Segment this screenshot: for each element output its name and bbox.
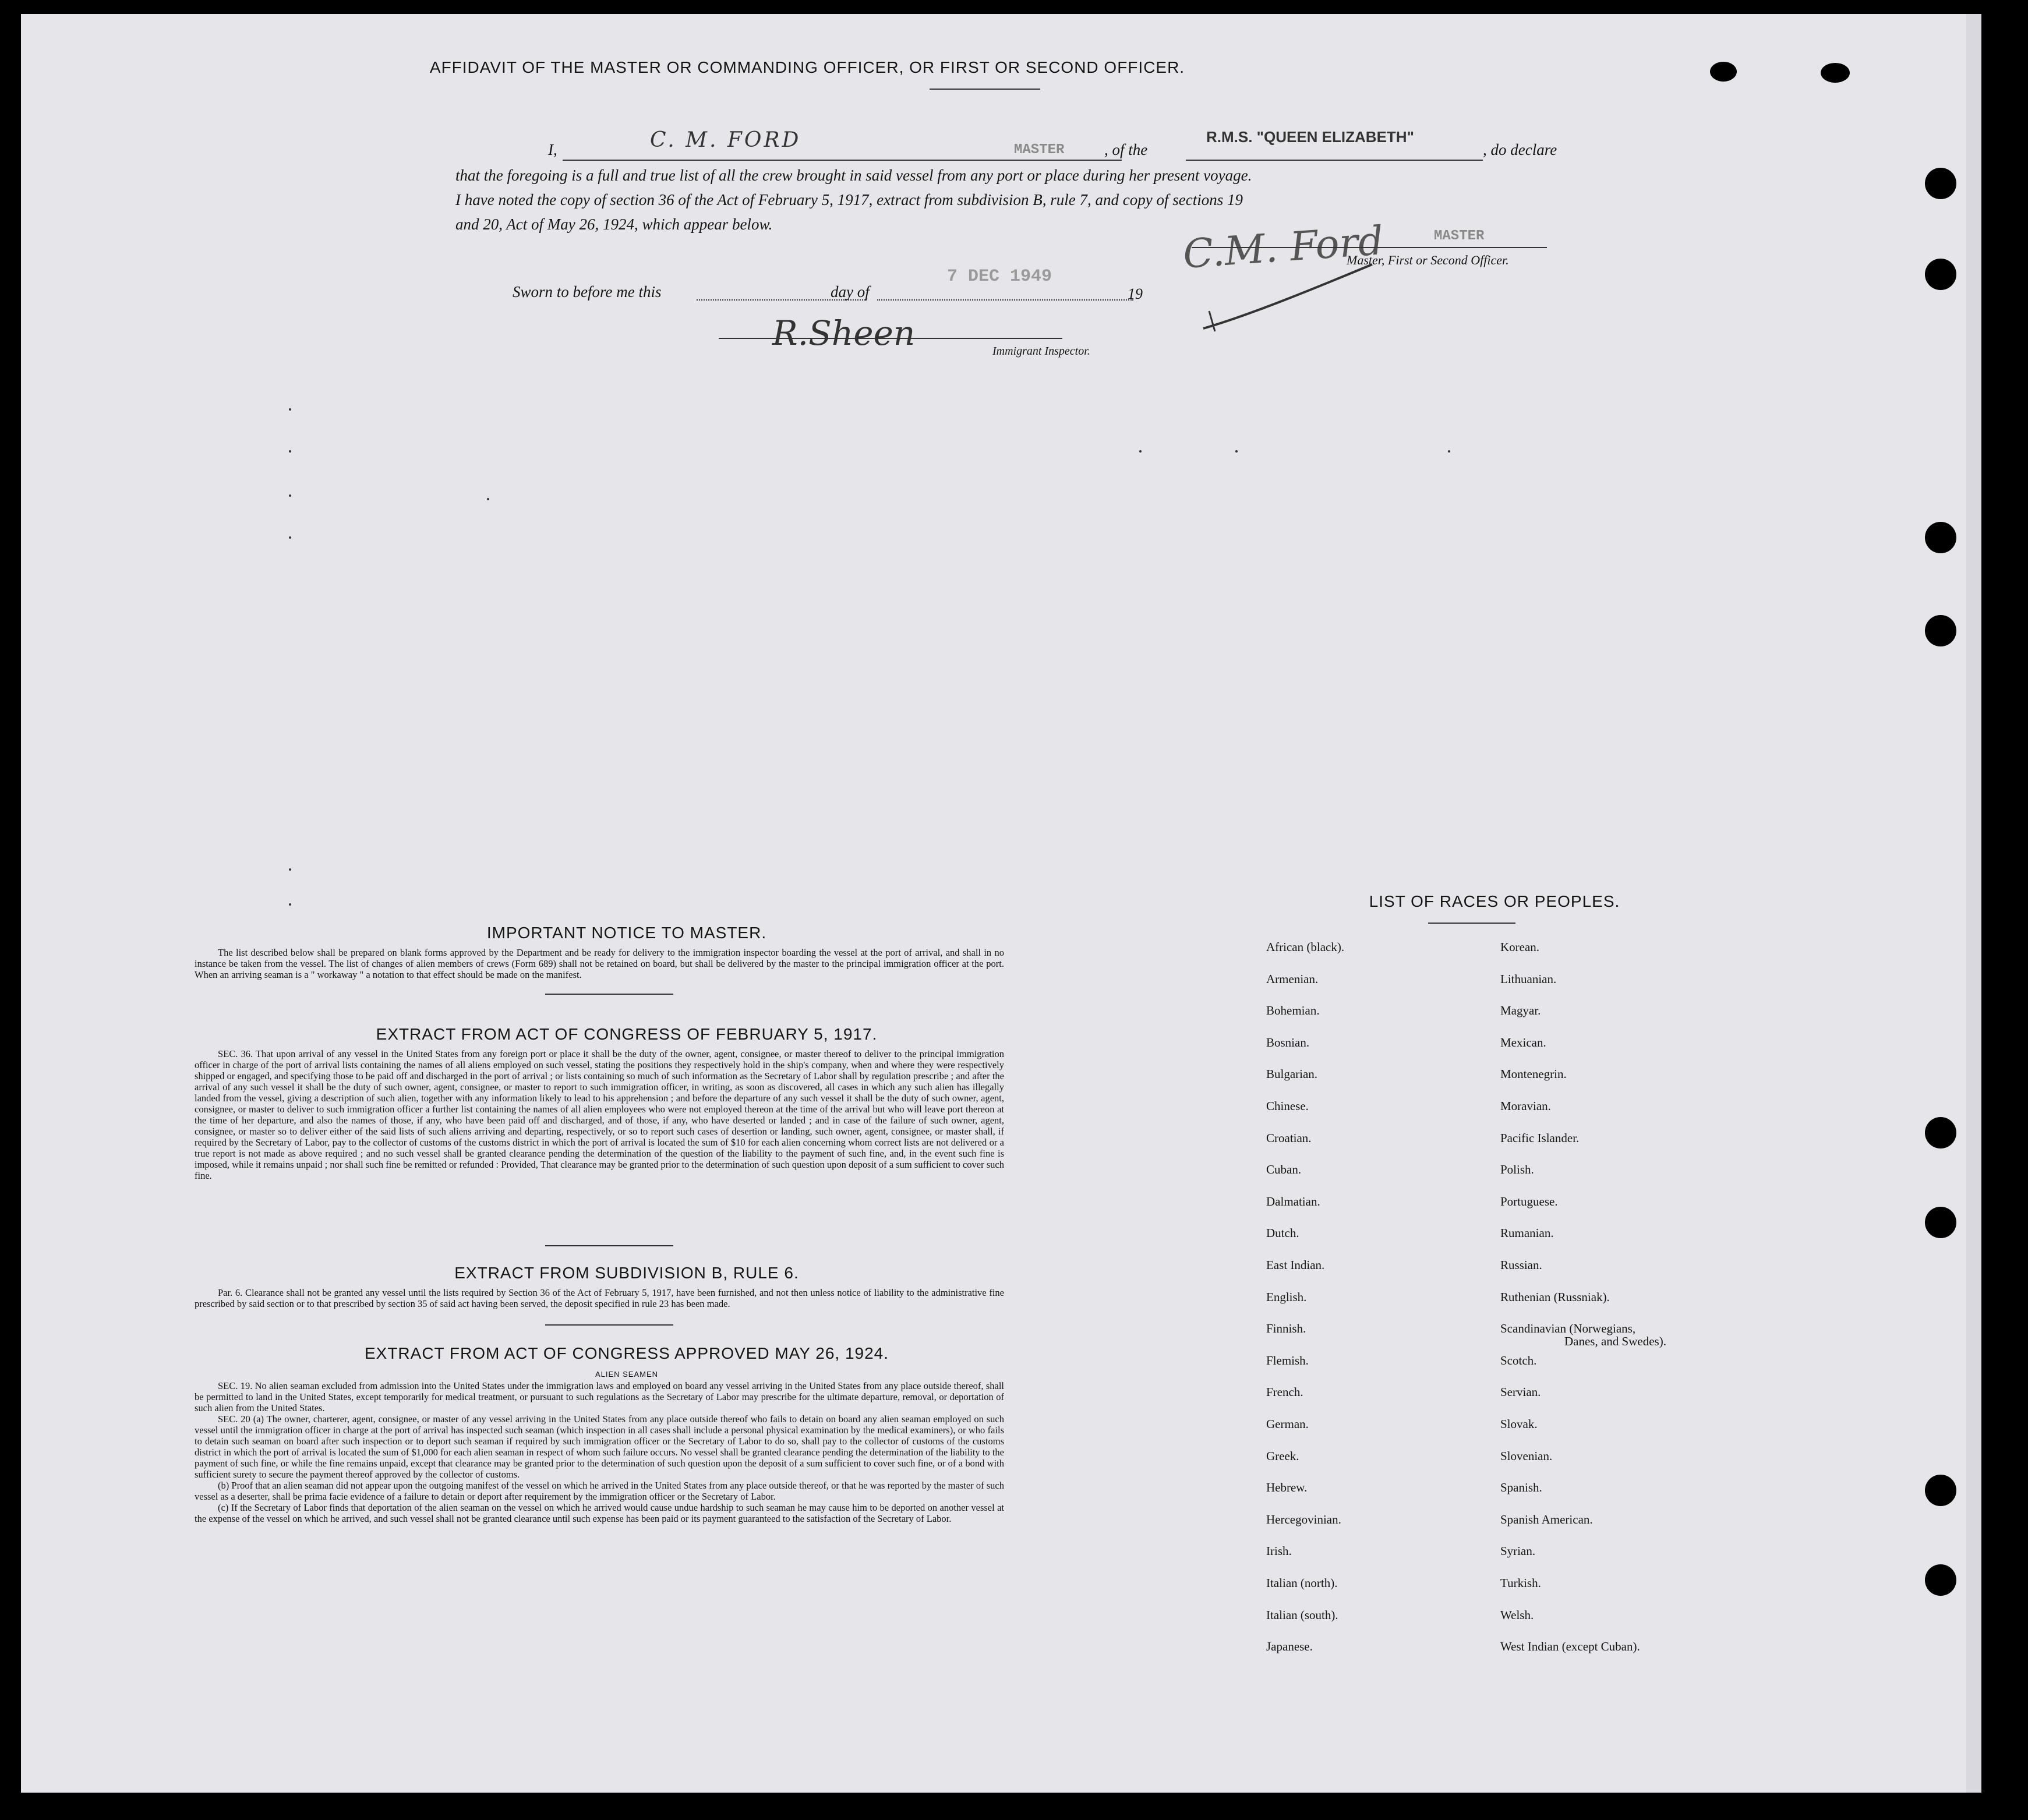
stray-mark	[289, 903, 291, 906]
declarant-name: C. M. FORD	[650, 128, 801, 152]
signature-rank-stamp: MASTER	[1434, 228, 1485, 244]
extract-rule6-title: EXTRACT FROM SUBDIVISION B, RULE 6.	[454, 1264, 799, 1282]
extract-rule6-body: Par. 6. Clearance shall not be granted any vessel until the lists required by Section 36 of the Act of February 5, 1917, have been furnished, and not then unless notice of liability to the administrative fine prescribed by said section or to that prescribed by section 35 of said act having been served, the deposit specified in rule 23 has been made.	[195, 1287, 1004, 1309]
race-item: West Indian (except Cuban).	[1500, 1639, 1640, 1654]
divider	[545, 1324, 673, 1326]
stray-mark	[289, 494, 291, 497]
stray-mark	[289, 868, 291, 871]
extract-1924-title: EXTRACT FROM ACT OF CONGRESS APPROVED MAY 26, 1924.	[364, 1344, 889, 1362]
punch-hole-icon	[1925, 615, 1956, 646]
signature-underline	[1192, 247, 1547, 248]
race-item: Hercegovinian.	[1266, 1512, 1341, 1526]
stray-mark	[1448, 450, 1450, 453]
race-item: Cuban.	[1266, 1162, 1302, 1177]
race-item: Flemish.	[1266, 1353, 1309, 1367]
race-item: Syrian.	[1500, 1544, 1536, 1559]
section-19: SEC. 19. No alien seaman excluded from admission into the United States under the immigration laws and employed on board any vessel arriving in the United States from any place outside thereof, shall be permitted to land in the United States, except temporarily for medical treatment, or pursuant to such regulations as the Secretary of Labor may prescribe for the ultimate departure, removal, or deportation of such alien from the United States.	[195, 1380, 1004, 1413]
race-item: Finnish.	[1266, 1321, 1306, 1336]
section-20a: SEC. 20 (a) The owner, charterer, agent, consignee, or master of any vessel arriving in the United States from any place outside thereof who fails to detain on board any alien seaman employed on such vessel until the immigration officer in charge at the port of arrival has inspected such seaman (which inspection in all cases shall include a personal physical examination by the medical examiners), or who fails to detain such seaman on board after such inspection or to deport such seaman if required by such immigration officer or the Secretary of Labor to do so, shall pay to the collector of customs of the customs district in which the port of arrival is located the sum of $1,000 for each alien seaman in respect of whom such failure occurs. No vessel shall be granted clearance pending the determination of the liability to the payment of such fine, or while the fine remains unpaid, except that clearance may be granted prior to the determination of such question upon the deposit of a sum sufficient to cover such fine, or of a bond with sufficient surety to secure the payment thereof approved by the collector of customs.	[195, 1413, 1004, 1480]
race-item: Greek.	[1266, 1448, 1299, 1463]
affidavit-text-1: that the foregoing is a full and true list of all the crew brought in said vessel from any port or place during her present voyage.	[455, 167, 1252, 184]
race-item: French.	[1266, 1385, 1303, 1400]
race-item: Lithuanian.	[1500, 971, 1557, 986]
notice-title: IMPORTANT NOTICE TO MASTER.	[486, 924, 767, 942]
punch-hole-icon	[1925, 168, 1956, 199]
race-item: Spanish American.	[1500, 1512, 1593, 1526]
divider	[545, 994, 673, 995]
document-sheet	[21, 14, 1981, 1793]
extract-1917-title: EXTRACT FROM ACT OF CONGRESS OF FEBRUARY 5, 1917.	[376, 1025, 878, 1043]
race-item: Spanish.	[1500, 1480, 1542, 1495]
stray-mark	[487, 498, 489, 500]
race-item: Dalmatian.	[1266, 1194, 1320, 1208]
extract-1917-body: SEC. 36. That upon arrival of any vessel in the United States from any foreign port or place it shall be the duty of the owner, agent, consignee, or master thereof to deliver to the principal immigration officer in charge of the port of arrival lists containing the names of all aliens employed on such vessel, stating the positions they respectively hold in the ship's company, when and where they were respectively shipped or engaged, and specifying those to be paid off and discharged in the port of arrival ; or lists containing so much of such information as the Secretary of Labor shall by regulation prescribe ; and after the arrival of any such vessel it shall be the duty of such owner, agent, consignee, or master to report to such immigration officer, in writing, as soon as discovered, all cases in which any such alien has illegally landed from the vessel, giving a description of such alien, together with any information likely to lead to his apprehension ; and before the departure of any such vessel it shall be the duty of such owner, agent, consignee, or master to deliver to such immigration officer a further list containing the names of all alien employees who were not employed thereon at the time of the arrival but who will leave port thereon at the time of her departure, and also the names of those, if any, who have been paid off and discharged, and of those, if any, who have deserted or landed ; and in case of the failure of such owner, agent, consignee, or master so to deliver either of the said lists of such aliens arriving and departing, respectively, or so to report such cases of desertion or landing, such owner, agent, consignee, or master shall, if required by the Secretary of Labor, pay to the collector of customs of the customs district in which the port of arrival is located the sum of $10 for each alien concerning whom correct lists are not delivered or a true report is not made as above required ; and no such vessel shall be granted clearance pending the determination of the question of the liability to the payment of such fine, and, in the event such fine is imposed, while it remains unpaid ; nor shall such fine be remitted or refunded : Provided, That clearance may be granted prior to the determination of such question upon deposit of a sum sufficient to cover such fine.	[195, 1048, 1004, 1181]
race-item: Portuguese.	[1500, 1194, 1558, 1208]
month-underline	[877, 299, 1133, 301]
stray-mark	[1139, 450, 1142, 453]
affidavit-title: AFFIDAVIT OF THE MASTER OR COMMANDING OFFICER, OR FIRST OR SECOND OFFICER.	[429, 58, 1185, 76]
section-20b: (b) Proof that an alien seaman did not appear upon the outgoing manifest of the vessel on which he arrived in the United States from any place outside thereof, or that he was reported by the master of such vessel as a deserter, shall be prima facie evidence of a failure to detain or deport after requirement by the immigration officer or the Secretary of Labor.	[195, 1480, 1004, 1502]
race-item: Hebrew.	[1266, 1480, 1308, 1495]
stray-mark	[289, 408, 291, 411]
declarant-prefix: I,	[548, 141, 557, 158]
master-signature: C.M. Ford	[1181, 218, 1385, 278]
do-declare-label: , do declare	[1483, 141, 1557, 158]
race-item: Servian.	[1500, 1385, 1541, 1400]
race-item: Bohemian.	[1266, 1003, 1320, 1018]
races-title: LIST OF RACES OR PEOPLES.	[1369, 892, 1620, 910]
inspector-caption: Immigrant Inspector.	[992, 345, 1090, 358]
signature-caption: Master, First or Second Officer.	[1347, 253, 1509, 267]
race-item: Scandinavian (Norwegians,	[1500, 1321, 1636, 1336]
notice-body: The list described below shall be prepared on blank forms approved by the Department and be ready for delivery to the immigration inspector boarding the vessel at the port of arrival, and shall in no instance be taken from the vessel. The list of changes of alien members of crews (Form 689) shall not be retained on board, but shall be delivered by the master to the principal immigration officer at the port. When an arriving seaman is a " workaway " a notation to that effect should be made on the manifest.	[195, 947, 1004, 980]
race-item: Rumanian.	[1500, 1226, 1554, 1241]
race-item: East Indian.	[1266, 1258, 1325, 1272]
race-item: Italian (north).	[1266, 1576, 1338, 1590]
inspector-signature: R.Sheen	[772, 313, 916, 353]
race-item: Pacific Islander.	[1500, 1130, 1580, 1145]
race-item: Turkish.	[1500, 1576, 1541, 1590]
race-item: Slovak.	[1500, 1417, 1538, 1431]
race-item: Croatian.	[1266, 1130, 1312, 1145]
year-label: 19	[1128, 285, 1143, 302]
of-the-label: , of the	[1104, 141, 1148, 158]
punch-hole-icon	[1925, 1117, 1956, 1148]
race-item: Korean.	[1500, 940, 1540, 954]
punch-hole-icon	[1925, 1564, 1956, 1596]
punch-hole-icon	[1925, 522, 1956, 553]
sworn-label: Sworn to before me this	[513, 283, 662, 301]
race-item: Japanese.	[1266, 1639, 1313, 1654]
affidavit-text-3: and 20, Act of May 26, 1924, which appear below.	[455, 215, 773, 233]
race-item: Chinese.	[1266, 1099, 1309, 1113]
vessel-underline	[1186, 160, 1483, 161]
stray-mark	[289, 450, 291, 453]
race-item: Armenian.	[1266, 971, 1319, 986]
divider	[545, 1245, 673, 1246]
race-item-continuation: Danes, and Swedes).	[1564, 1334, 1666, 1349]
section-20c: (c) If the Secretary of Labor finds that deportation of the alien seaman on the vessel on which he arrived would cause undue hardship to such seaman he may cause him to be deported on another vessel at the expense of the vessel on which he arrived, and such vessel shall not be granted clearance until such expense has been paid or its payment guaranteed to the satisfaction of the Secretary of Labor.	[195, 1502, 1004, 1524]
race-item: Irish.	[1266, 1544, 1292, 1559]
day-of-label: day of	[831, 283, 870, 301]
race-item: Scotch.	[1500, 1353, 1537, 1367]
divider	[1428, 923, 1515, 924]
edge-strip	[1966, 14, 1981, 1793]
race-item: Bulgarian.	[1266, 1067, 1318, 1082]
race-item: African (black).	[1266, 940, 1345, 954]
stray-mark	[1235, 450, 1238, 453]
divider	[930, 89, 1040, 90]
inspector-underline	[719, 338, 1062, 339]
race-item: Mexican.	[1500, 1035, 1546, 1049]
vessel-name: R.M.S. "QUEEN ELIZABETH"	[1206, 128, 1414, 146]
name-underline	[563, 160, 1122, 161]
extract-1924-subtitle: ALIEN SEAMEN	[595, 1370, 659, 1379]
race-item: German.	[1266, 1417, 1309, 1431]
race-item: Russian.	[1500, 1258, 1542, 1272]
rank-stamp: MASTER	[1014, 142, 1065, 158]
punch-hole-icon	[1925, 1207, 1956, 1238]
race-item: Italian (south).	[1266, 1607, 1338, 1622]
signature-flourish	[1197, 259, 1384, 334]
race-item: Dutch.	[1266, 1226, 1299, 1241]
punch-hole-icon	[1710, 62, 1737, 82]
race-item: English.	[1266, 1289, 1307, 1304]
race-item: Slovenian.	[1500, 1448, 1553, 1463]
affidavit-text-2: I have noted the copy of section 36 of the Act of February 5, 1917, extract from subdivision B, rule 7, and copy of sections 19	[455, 191, 1243, 208]
date-stamp: 7 DEC 1949	[947, 267, 1052, 287]
race-item: Moravian.	[1500, 1099, 1551, 1113]
extract-1924-body	[195, 1380, 1004, 1524]
punch-hole-icon	[1925, 259, 1956, 290]
race-item: Magyar.	[1500, 1003, 1541, 1018]
race-item: Montenegrin.	[1500, 1067, 1567, 1082]
race-item: Bosnian.	[1266, 1035, 1310, 1049]
punch-hole-icon	[1925, 1475, 1956, 1506]
stray-mark	[289, 536, 291, 539]
race-item: Welsh.	[1500, 1607, 1534, 1622]
race-item: Polish.	[1500, 1162, 1534, 1177]
race-item: Ruthenian (Russniak).	[1500, 1289, 1610, 1304]
punch-hole-icon	[1821, 63, 1850, 83]
